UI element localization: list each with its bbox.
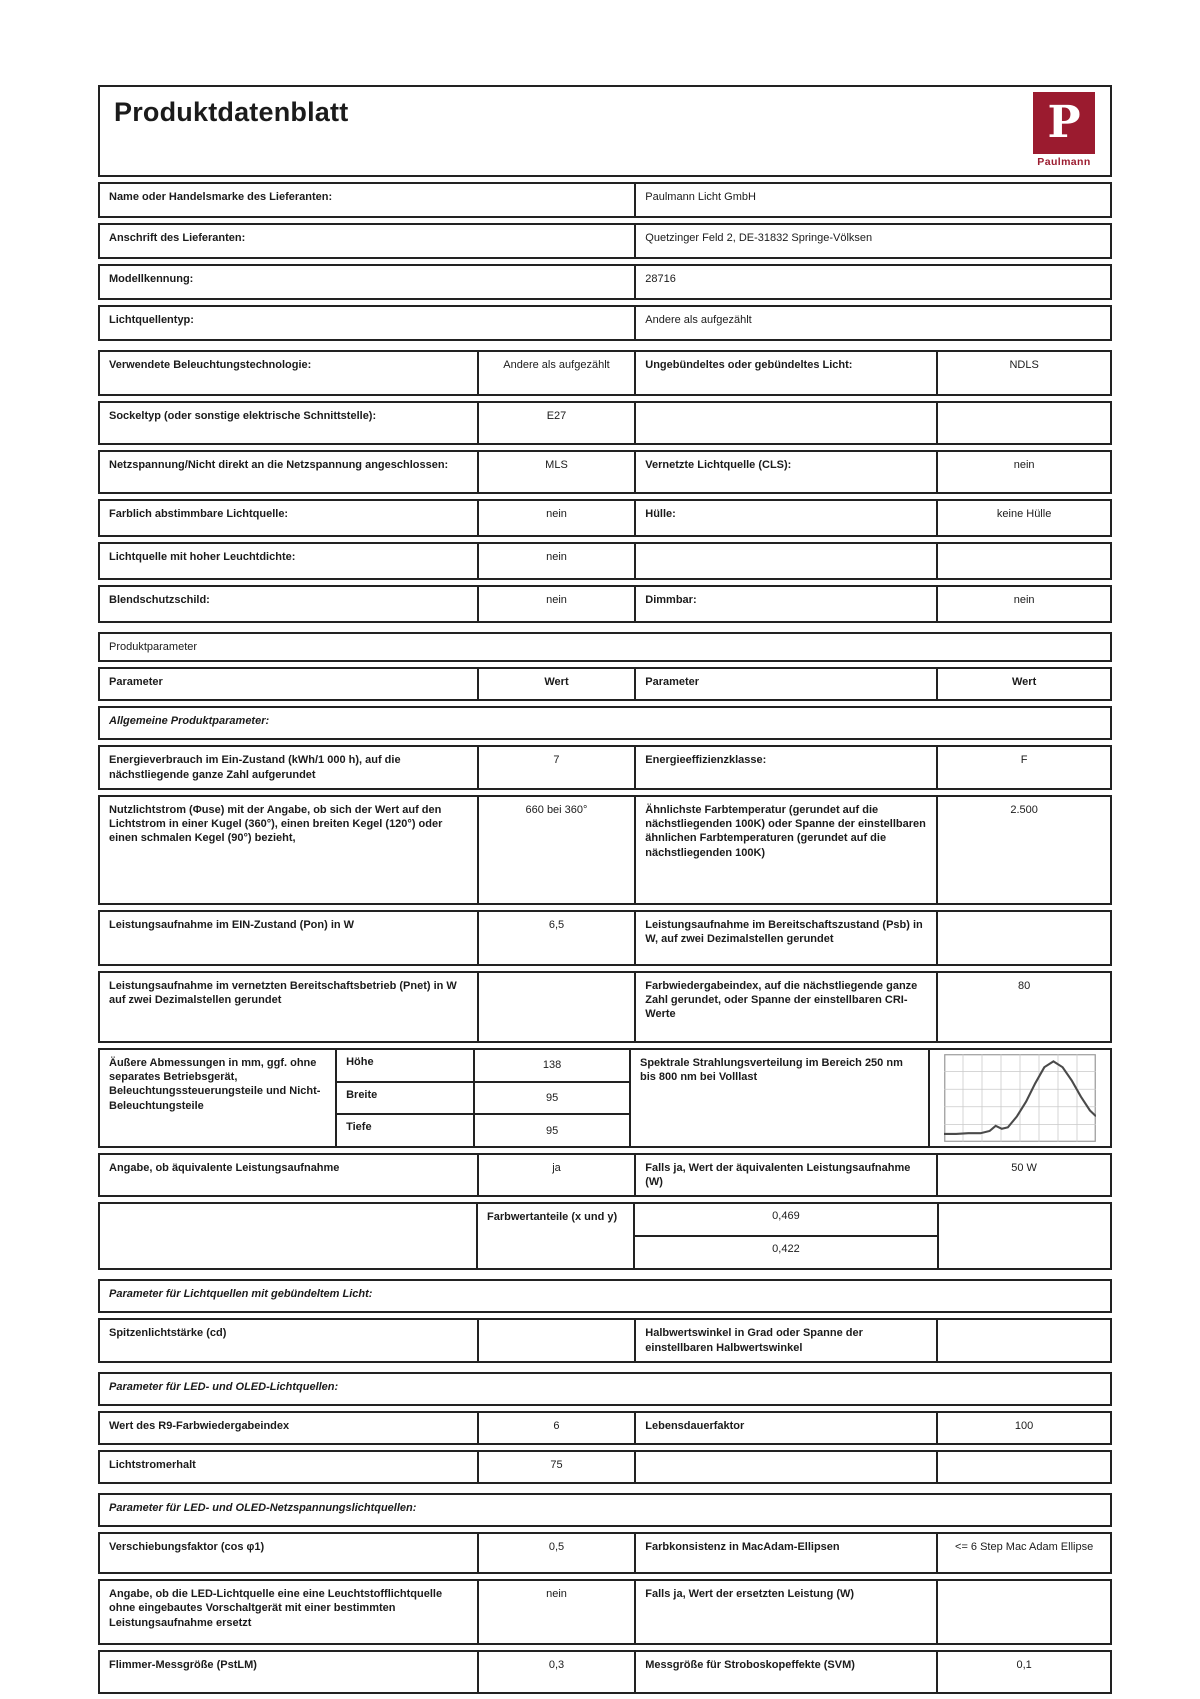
dimension-row-height <box>335 1050 629 1081</box>
header-parameter-1: Parameter <box>109 676 163 689</box>
on-mode-power-value: 6,5 <box>477 912 635 964</box>
paulmann-logo-icon <box>1033 92 1095 154</box>
beam-angle-value <box>936 1320 1110 1361</box>
equivalent-power-claim-label: Angabe, ob äquivalente Leistungsaufnahme <box>109 1161 340 1174</box>
colour-temperature-value: 2.500 <box>936 797 1110 903</box>
row-general-parameters-header <box>98 706 1112 740</box>
fluorescent-replacement-value: nein <box>477 1581 635 1643</box>
logo-brand-text: Paulmann <box>1037 156 1091 168</box>
empty-value <box>936 1452 1110 1482</box>
light-source-type-value: Andere als aufgezählt <box>634 307 1110 339</box>
chromaticity-x-value: 0,469 <box>772 1210 800 1223</box>
row-cap-type <box>98 401 1112 445</box>
row-high-luminance <box>98 542 1112 580</box>
row-parameter-header <box>98 667 1112 701</box>
equivalent-power-claim-value: ja <box>477 1155 635 1196</box>
row-directional-header <box>98 1279 1112 1313</box>
lifetime-factor-value: 100 <box>936 1413 1110 1443</box>
header-wert-1: Wert <box>477 669 635 699</box>
empty-cell <box>937 1204 1110 1268</box>
networked-standby-label: Leistungsaufnahme im vernetzten Bereitschaftsbetrieb (Pnet) in W auf zwei Dezimalstellen gerundet <box>109 979 457 1007</box>
dimmable-label: Dimmbar: <box>634 587 936 621</box>
r9-index-label: Wert des R9-Farbwiedergabeindex <box>109 1420 290 1433</box>
model-id-value: 28716 <box>634 266 1110 298</box>
row-useful-luminous-flux <box>98 795 1112 905</box>
equivalent-power-label: Falls ja, Wert der äquivalenten Leistungsaufnahme (W) <box>634 1155 936 1196</box>
row-chromaticity <box>98 1202 1112 1270</box>
row-lighting-technology <box>98 350 1112 396</box>
energy-consumption-value: 7 <box>477 747 635 788</box>
anti-glare-label: Blendschutzschild: <box>109 594 210 606</box>
equivalent-power-value: 50 W <box>936 1155 1110 1196</box>
row-peak-intensity <box>98 1318 1112 1363</box>
paulmann-logo <box>1028 92 1100 168</box>
mains-heading: Parameter für LED- und OLED-Netzspannungslichtquellen: <box>109 1502 417 1515</box>
row-outer-dimensions <box>98 1048 1112 1148</box>
stroboscopic-label: Messgröße für Stroboskopeffekte (SVM) <box>634 1652 936 1692</box>
spectral-distribution-chart <box>928 1050 1110 1146</box>
row-supplier-name <box>98 182 1112 218</box>
chromaticity-label: Farbwertanteile (x und y) <box>476 1204 633 1268</box>
empty-value <box>936 403 1110 443</box>
led-heading: Parameter für LED- und OLED-Lichtquellen: <box>109 1381 339 1394</box>
flicker-label: Flimmer-Messgröße (PstLM) <box>109 1659 257 1672</box>
dimension-row-width <box>335 1081 629 1114</box>
row-lumen-maintenance <box>98 1450 1112 1484</box>
model-id-label: Modellkennung: <box>109 273 194 285</box>
row-energy-consumption <box>98 745 1112 790</box>
row-fluorescent-replacement <box>98 1579 1112 1645</box>
flicker-value: 0,3 <box>477 1652 635 1692</box>
row-supplier-address <box>98 223 1112 259</box>
row-model-id <box>98 264 1112 300</box>
peak-intensity-label: Spitzenlichtstärke (cd) <box>109 1327 227 1340</box>
depth-label: Tiefe <box>335 1115 473 1146</box>
envelope-label: Hülle: <box>634 501 936 535</box>
supplier-name-value: Paulmann Licht GmbH <box>634 184 1110 216</box>
beam-type-value: NDLS <box>936 352 1110 394</box>
row-led-header <box>98 1372 1112 1406</box>
on-mode-power-label: Leistungsaufnahme im EIN-Zustand (Pon) in W <box>109 918 355 931</box>
row-displacement-factor <box>98 1532 1112 1574</box>
empty-label <box>634 544 936 578</box>
depth-value: 95 <box>473 1115 629 1146</box>
energy-class-value: F <box>936 747 1110 788</box>
networked-standby-value <box>477 973 635 1041</box>
height-label: Höhe <box>335 1050 473 1081</box>
mains-voltage-value: MLS <box>477 452 635 492</box>
replaced-power-value <box>936 1581 1110 1643</box>
dimmable-value: nein <box>936 587 1110 621</box>
connected-light-source-label: Vernetzte Lichtquelle (CLS): <box>634 452 936 492</box>
height-value: 138 <box>473 1050 629 1081</box>
beam-angle-label: Halbwertswinkel in Grad oder Spanne der einstellbaren Halbwertswinkel <box>634 1320 936 1361</box>
r9-index-value: 6 <box>477 1413 635 1443</box>
light-source-type-label: Lichtquellentyp: <box>109 314 194 326</box>
lifetime-factor-label: Lebensdauerfaktor <box>634 1413 936 1443</box>
cri-value: 80 <box>936 973 1110 1041</box>
empty-label <box>634 1452 936 1482</box>
row-networked-standby-power <box>98 971 1112 1043</box>
empty-cell <box>100 1204 476 1268</box>
row-on-mode-power <box>98 910 1112 966</box>
standby-power-label: Leistungsaufnahme im Bereitschaftszustand (Psb) in W, auf zwei Dezimalstellen gerundet <box>634 912 936 964</box>
cri-label: Farbwiedergabeindex, auf die nächstliegende ganze Zahl gerundet, oder Spanne der einstellbaren CRI-Werte <box>634 973 936 1041</box>
spectral-chart-svg <box>944 1054 1096 1142</box>
row-light-source-type <box>98 305 1112 341</box>
supplier-name-label: Name oder Handelsmarke des Lieferanten: <box>109 191 333 203</box>
envelope-value: keine Hülle <box>936 501 1110 535</box>
page-title: Produktdatenblatt <box>114 97 349 127</box>
cap-type-value: E27 <box>477 403 635 443</box>
spectral-distribution-label: Spektrale Strahlungsverteilung im Bereich 250 nm bis 800 nm bei Volllast <box>629 1050 928 1146</box>
row-product-parameters <box>98 632 1112 662</box>
displacement-factor-label: Verschiebungsfaktor (cos φ1) <box>109 1541 265 1554</box>
displacement-factor-value: 0,5 <box>477 1534 635 1572</box>
row-equivalent-power <box>98 1153 1112 1198</box>
lighting-technology-label: Verwendete Beleuchtungstechnologie: <box>109 359 312 371</box>
row-r9-index <box>98 1411 1112 1445</box>
directional-heading: Parameter für Lichtquellen mit gebündeltem Licht: <box>109 1288 373 1301</box>
row-mains-header <box>98 1493 1112 1527</box>
row-mains-voltage <box>98 450 1112 494</box>
title-block <box>98 85 1112 177</box>
lumen-maintenance-value: 75 <box>477 1452 635 1482</box>
colour-tunable-label: Farblich abstimmbare Lichtquelle: <box>109 508 289 520</box>
cap-type-label: Sockeltyp (oder sonstige elektrische Schnittstelle): <box>109 410 377 422</box>
high-luminance-value: nein <box>477 544 635 578</box>
useful-flux-value: 660 bei 360° <box>477 797 635 903</box>
colour-consistency-value: <= 6 Step Mac Adam Ellipse <box>936 1534 1110 1572</box>
supplier-address-value: Quetzinger Feld 2, DE-31832 Springe-Völksen <box>634 225 1110 257</box>
lighting-technology-value: Andere als aufgezählt <box>477 352 635 394</box>
dimensions-subtable <box>335 1050 629 1146</box>
beam-type-label: Ungebündeltes oder gebündeltes Licht: <box>634 352 936 394</box>
peak-intensity-value <box>477 1320 635 1361</box>
general-parameters-heading: Allgemeine Produktparameter: <box>109 715 270 728</box>
row-flicker <box>98 1650 1112 1694</box>
product-parameters-caption: Produktparameter <box>109 641 198 653</box>
lumen-maintenance-label: Lichtstromerhalt <box>109 1459 196 1472</box>
energy-consumption-label: Energieverbrauch im Ein-Zustand (kWh/1 000 h), auf die nächstliegende ganze Zahl aufgerundet <box>109 754 401 781</box>
colour-temperature-label: Ähnlichste Farbtemperatur (gerundet auf die nächstliegenden 100K) oder Spanne der einstellbaren ähnlichen Farbtemperaturen (gerundet auf die nächstliegenden 100K) <box>634 797 936 903</box>
header-wert-2: Wert <box>936 669 1110 699</box>
supplier-address-label: Anschrift des Lieferanten: <box>109 232 246 244</box>
header-parameter-2: Parameter <box>634 669 936 699</box>
connected-light-source-value: nein <box>936 452 1110 492</box>
energy-class-label: Energieeffizienzklasse: <box>634 747 936 788</box>
dimensions-label: Äußere Abmessungen in mm, ggf. ohne separates Betriebsgerät, Beleuchtungssteuerungsteile und Nicht-Beleuchtungsteile <box>109 1056 321 1112</box>
chromaticity-values <box>633 1204 936 1268</box>
anti-glare-value: nein <box>477 587 635 621</box>
dimension-row-depth <box>335 1113 629 1146</box>
row-colour-tunable <box>98 499 1112 537</box>
empty-label <box>634 403 936 443</box>
logo-letter: P <box>1047 97 1081 148</box>
standby-power-value <box>936 912 1110 964</box>
chromaticity-y-value: 0,422 <box>635 1235 936 1268</box>
useful-flux-label: Nutzlichtstrom (Φuse) mit der Angabe, ob sich der Wert auf den Lichtstrom in einer Kugel (360°), einen breiten Kegel (120°) oder einen schmalen Kegel (90°) bezieht, <box>109 803 443 845</box>
high-luminance-label: Lichtquelle mit hoher Leuchtdichte: <box>109 551 296 563</box>
row-anti-glare <box>98 585 1112 623</box>
colour-consistency-label: Farbkonsistenz in MacAdam-Ellipsen <box>634 1534 936 1572</box>
replaced-power-label: Falls ja, Wert der ersetzten Leistung (W) <box>634 1581 936 1643</box>
mains-voltage-label: Netzspannung/Nicht direkt an die Netzspannung angeschlossen: <box>109 459 449 471</box>
colour-tunable-value: nein <box>477 501 635 535</box>
product-datasheet <box>98 85 1112 1699</box>
empty-value <box>936 544 1110 578</box>
fluorescent-replacement-label: Angabe, ob die LED-Lichtquelle eine eine Leuchtstofflichtquelle ohne eingebautes Vorschaltgerät mit einer bestimmten Leistungsaufnahme ersetzt <box>109 1588 443 1629</box>
stroboscopic-value: 0,1 <box>936 1652 1110 1692</box>
width-value: 95 <box>473 1083 629 1114</box>
width-label: Breite <box>335 1083 473 1114</box>
